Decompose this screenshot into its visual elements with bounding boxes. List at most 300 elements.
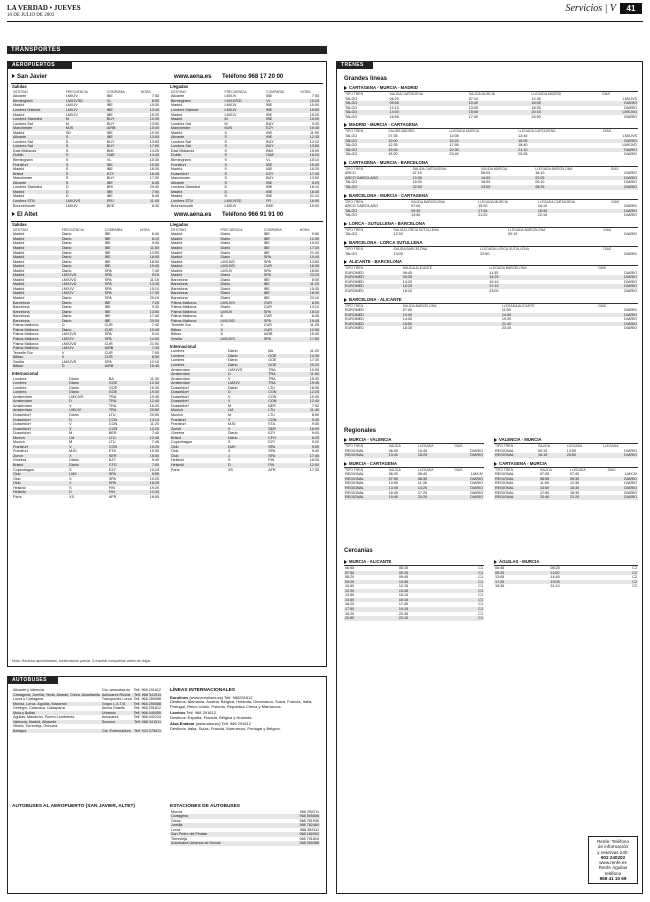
- table-cell: S: [65, 139, 69, 144]
- route-name: VALENCIA - MURCIA: [494, 438, 638, 444]
- el-altet-intl-salidas-table: [12, 377, 160, 500]
- table-cell: Diario: [61, 241, 72, 246]
- table-cell: 16:05: [299, 264, 320, 269]
- train-row: [344, 252, 638, 257]
- column-header: HORA: [140, 89, 151, 94]
- table-cell: Munich: [171, 412, 183, 417]
- table-cell: 21:10: [550, 584, 560, 589]
- table-cell: REGIONAL: [494, 495, 539, 500]
- table-cell: 09:15: [538, 448, 548, 453]
- linea-name: Eurolines: [170, 694, 189, 700]
- table-cell: 19:30: [495, 584, 505, 589]
- table-cell: Torrevieja: [171, 836, 187, 841]
- table-cell: 7:55: [151, 350, 159, 355]
- table-cell: SPA: [104, 291, 139, 296]
- table-cell: 10:25: [149, 476, 159, 481]
- column-header: LLEGADA MURCIA: [478, 199, 508, 204]
- table-cell: SPA: [263, 337, 299, 342]
- table-cell: Dusseldorf: [13, 412, 31, 417]
- table-cell: Palma Mallorca: [12, 337, 61, 342]
- autobuses-heading: AUTOBUSES: [8, 677, 58, 684]
- table-cell: BMI: [266, 148, 273, 153]
- route-name: BARCELONA - MURCIA - CARTAGENA: [344, 194, 638, 200]
- table-cell: Londres: [13, 385, 27, 390]
- table-cell: FIN: [268, 458, 275, 463]
- table-cell: CON: [108, 445, 133, 450]
- table-cell: 07:40: [569, 472, 580, 477]
- table-cell: REGIONAL: [494, 453, 537, 458]
- table-cell: 10:30: [149, 130, 159, 135]
- table-cell: Palma Mallorca: [12, 328, 61, 333]
- table-cell: Sevilla: [170, 337, 219, 342]
- table-cell: 19:20: [345, 611, 355, 616]
- table-cell: 09:20: [344, 580, 398, 585]
- table-cell: M: [69, 431, 73, 436]
- table-cell: Diario: [227, 436, 267, 441]
- table-cell: Madrid: [13, 232, 25, 237]
- table-cell: Londres Gatwick: [12, 108, 65, 113]
- table-cell: DIARIO: [624, 326, 637, 331]
- table-cell: Amsterdam: [13, 403, 32, 408]
- train-row: [494, 495, 638, 500]
- table-cell: Frankfurt: [12, 445, 68, 450]
- table-cell: 10:15: [300, 99, 320, 104]
- table-cell: GOE: [108, 381, 133, 386]
- column-header: TIPO TREN: [345, 199, 364, 204]
- table-cell: BUY: [106, 117, 140, 122]
- table-cell: 15:40: [309, 376, 319, 381]
- table-cell: DIARIO: [602, 139, 638, 144]
- table-cell: IBE: [104, 237, 139, 242]
- table-cell: LMXJVS: [622, 96, 637, 101]
- table-cell: 06:50: [345, 566, 355, 571]
- table-cell: Londres Stansted: [12, 117, 65, 122]
- table-cell: 13:50: [309, 259, 319, 264]
- table-cell: IBE: [263, 282, 299, 287]
- table-cell: Madrid: [171, 103, 183, 108]
- table-cell: 20:45: [398, 611, 409, 616]
- table-cell: 11:00: [310, 130, 319, 135]
- table-cell: Manchester: [170, 126, 224, 131]
- table-cell: 8:40: [151, 203, 159, 208]
- table-cell: 13:05: [495, 575, 505, 580]
- san-javier-title: San Javier: [12, 74, 47, 81]
- table-cell: 16:20: [149, 403, 159, 408]
- table-cell: 08:20: [345, 575, 355, 580]
- column-header: DÍAS: [603, 247, 612, 252]
- table-cell: 18:50: [309, 268, 319, 273]
- table-cell: D: [220, 314, 224, 319]
- table-cell: 8:15: [139, 237, 160, 242]
- table-cell: CUR: [104, 341, 113, 346]
- table-cell: 15:15: [398, 593, 409, 598]
- table-cell: 17:50: [344, 607, 398, 612]
- trenes-heading: TRENES: [337, 62, 373, 69]
- section-title: Servicios | V: [565, 3, 616, 14]
- table-cell: Madrid: [12, 255, 61, 260]
- table-cell: GOE: [267, 363, 292, 368]
- table-cell: Sucesor: [101, 720, 133, 725]
- table-cell: Diario: [220, 286, 231, 291]
- table-cell: 16:45: [140, 172, 160, 177]
- table-cell: LMXJV: [625, 472, 637, 477]
- table-cell: S: [65, 135, 106, 140]
- table-cell: 14:25: [488, 275, 597, 280]
- table-cell: Madrid: [12, 273, 61, 278]
- table-cell: Helsinki: [13, 485, 26, 490]
- table-cell: VL: [106, 99, 140, 104]
- table-cell: V: [68, 427, 108, 432]
- column-header: DESTINO: [13, 89, 29, 94]
- table-cell: EZY: [108, 467, 117, 472]
- table-cell: Dusseldorf: [13, 431, 31, 436]
- column-header: SALIDA CARTAGENA: [389, 92, 424, 97]
- table-cell: 22:20: [299, 273, 320, 278]
- table-cell: TALGO: [344, 101, 389, 106]
- table-cell: SPA: [104, 268, 112, 273]
- table-cell: 16:50: [402, 322, 501, 327]
- table-cell: 16:10: [535, 171, 545, 176]
- table-cell: 14:00: [389, 110, 468, 115]
- table-cell: IBE: [106, 167, 113, 172]
- table-cell: 9:15: [139, 273, 160, 278]
- table-cell: IBE: [106, 190, 140, 195]
- table-cell: Madrid: [12, 246, 61, 251]
- table-cell: EUROMED: [345, 326, 364, 331]
- table-cell: 17:30: [309, 358, 319, 363]
- table-cell: 16:50: [300, 199, 320, 204]
- renfe-info-line: Renfe: Teléfono: [596, 839, 630, 844]
- table-cell: Madrid: [13, 112, 25, 117]
- table-cell: Madrid: [171, 232, 183, 237]
- san-javier-salidas-table: [12, 90, 160, 208]
- table-cell: J: [68, 481, 108, 486]
- masthead-paper: LA VERDAD • JUEVES: [7, 4, 81, 12]
- column-header: DESTINO: [171, 89, 187, 94]
- table-cell: Amsterdam: [12, 408, 68, 413]
- table-cell: Oslo: [12, 472, 68, 477]
- table-cell: Frankfurt: [12, 163, 65, 168]
- table-cell: 10:05: [309, 367, 319, 372]
- table-cell: Urbanos: [101, 711, 133, 716]
- aeropuertos-heading: AEROPUERTOS: [8, 62, 72, 69]
- table-cell: 15:30: [149, 158, 159, 163]
- station-row: [170, 841, 320, 846]
- table-cell: D: [68, 490, 108, 495]
- table-cell: DIARIO: [453, 486, 484, 491]
- table-cell: 10:00: [387, 139, 448, 144]
- table-cell: Palma Mallorca: [170, 310, 219, 315]
- table-cell: SPA: [104, 337, 139, 342]
- table-cell: 12:40: [133, 399, 160, 404]
- table-cell: Autocares: [101, 715, 119, 720]
- table-cell: LMXJVS: [622, 133, 637, 138]
- column-header: DESTINO: [13, 227, 29, 232]
- table-cell: REGIONAL: [495, 472, 515, 477]
- table-cell: 968 250088: [276, 841, 320, 846]
- table-cell: C1: [478, 593, 483, 598]
- table-cell: EUROMED: [345, 308, 364, 313]
- table-cell: 13:40: [388, 453, 417, 458]
- table-cell: S: [224, 167, 227, 172]
- table-cell: Madrid: [170, 237, 219, 242]
- table-cell: C1: [452, 616, 484, 621]
- cercanias-left: [344, 560, 484, 625]
- renfe-info-line: de información: [597, 844, 629, 850]
- table-cell: Diario: [61, 314, 72, 319]
- table-cell: EUROMED: [345, 288, 364, 293]
- table-cell: LMXJV: [65, 112, 78, 117]
- table-cell: Bilbao: [171, 332, 182, 337]
- table-cell: Dusseldorf: [170, 399, 227, 404]
- san-javier-web[interactable]: www.aena.es: [174, 74, 212, 80]
- flight-row: [170, 337, 320, 342]
- table-cell: LTU: [108, 440, 116, 445]
- table-cell: TALGO: [344, 209, 410, 214]
- table-cell: M: [227, 403, 232, 408]
- table-cell: 21:20: [478, 213, 488, 218]
- table-cell: 07:35: [388, 133, 398, 138]
- renfe-info-line[interactable]: www.renfe.es: [599, 860, 627, 866]
- train-row: [344, 289, 638, 294]
- table-cell: 20:50: [344, 616, 398, 621]
- table-cell: 16:30: [149, 167, 159, 172]
- table-cell: Diario: [220, 296, 231, 301]
- table-cell: Amsterdam: [12, 399, 68, 404]
- table-cell: LMXJV: [224, 203, 237, 208]
- table-cell: C2: [632, 566, 637, 571]
- column-header: LLEGADA BARCELONA: [508, 227, 546, 232]
- table-cell: 9:20: [311, 440, 319, 445]
- table-cell: 06:20: [389, 96, 399, 101]
- table-cell: DIARIO: [453, 453, 484, 458]
- table-cell: 07:10: [412, 171, 422, 176]
- table-cell: Diario: [69, 412, 79, 417]
- table-cell: CON: [267, 418, 292, 423]
- table-cell: Oslo: [170, 445, 227, 450]
- table-cell: 09:15: [398, 571, 452, 576]
- table-cell: TRA: [108, 394, 117, 399]
- table-cell: 7:00: [311, 403, 319, 408]
- column-header: DÍAS: [611, 199, 620, 204]
- table-cell: Diario: [220, 277, 231, 282]
- column-header: SALIDA MADRID: [388, 129, 415, 134]
- arrow-icon: [344, 241, 347, 245]
- table-cell: 13:45: [139, 282, 160, 287]
- table-cell: BA: [268, 349, 274, 354]
- table-cell: 968 761940: [299, 818, 319, 823]
- table-cell: 11:20: [150, 422, 159, 427]
- table-cell: IBE: [106, 163, 140, 168]
- table-cell: Diario: [227, 354, 267, 359]
- table-cell: East Midlands: [171, 148, 195, 153]
- table-cell: 11:35: [489, 270, 499, 275]
- column-header: LLEGADA: [569, 467, 586, 472]
- table-cell: Amsterdam: [170, 381, 227, 386]
- flight-row: [170, 468, 320, 473]
- table-cell: LTU: [108, 412, 116, 417]
- column-header: LLEGADA ALICANTE: [501, 303, 535, 308]
- column-header: SALIDA MURCIA: [468, 92, 495, 97]
- route-name: LORCA - SUTULLENA - BARCELONA: [344, 222, 638, 228]
- table-cell: DIARIO: [597, 322, 638, 327]
- table-cell: Diario: [69, 458, 79, 463]
- table-cell: IBE: [263, 246, 299, 251]
- table-cell: Madrid: [13, 286, 25, 291]
- table-cell: 06:00: [388, 472, 398, 477]
- column-header: DÍAS: [598, 303, 607, 308]
- table-cell: Madrid: [13, 250, 25, 255]
- table-cell: DIARIO: [602, 453, 638, 458]
- table-cell: 16:35: [149, 385, 159, 390]
- table-cell: IBE: [263, 237, 299, 242]
- table-cell: AFR: [268, 467, 276, 472]
- table-cell: 15:40: [139, 364, 160, 369]
- table-cell: LMX: [68, 472, 108, 477]
- table-cell: 13:05: [140, 135, 160, 140]
- table-cell: S: [224, 158, 227, 163]
- table-cell: Munich: [170, 408, 227, 413]
- table-cell: 18:55: [309, 385, 319, 390]
- table-cell: 19:40: [388, 495, 417, 500]
- table-cell: LMXJV: [65, 108, 106, 113]
- table-cell: DIARIO: [610, 209, 638, 214]
- table-cell: 6:40: [151, 232, 159, 237]
- table-cell: C2: [605, 571, 638, 576]
- table-cell: Tenerife Sur: [171, 323, 191, 328]
- table-cell: Jumilla: [170, 823, 276, 828]
- table-cell: 15:35: [309, 286, 319, 291]
- train-row: [344, 616, 484, 621]
- table-cell: Lorca y Cartagena: [13, 697, 44, 702]
- table-cell: Madrid: [170, 190, 224, 195]
- table-cell: TALGO: [344, 110, 389, 115]
- table-cell: IBE: [263, 291, 299, 296]
- table-cell: IBE: [263, 296, 270, 301]
- table-cell: IBE: [104, 264, 139, 269]
- table-cell: Dusseldorf: [13, 422, 31, 427]
- table-cell: LMXJV: [219, 310, 262, 315]
- table-cell: SPA: [263, 255, 299, 260]
- table-cell: Helsinki: [170, 463, 227, 468]
- table-cell: París: [171, 467, 180, 472]
- table-cell: 11:30: [150, 376, 159, 381]
- table-cell: DIARIO: [607, 495, 638, 500]
- table-cell: Birmingham: [170, 99, 224, 104]
- table-cell: 11:35: [417, 481, 427, 486]
- table-cell: 17:30: [139, 291, 160, 296]
- table-cell: M: [224, 117, 266, 122]
- lineas-internacionales: LÍNEAS INTERNACIONALES Eurolines (www.eurolines.es) Telf. 968291612 Destinos: Alemania, Austria, Bélgica, Holanda, Dinamarca, Suiza, Francia, Italia, Portugal, Reino Unido, Polonia, República Checa y Marruecos. Linebús Telf. 968 291612 Destinos: España, Francia, Bélgica y Holanda. Alsa-Enatcar (www.alsa.es) Telf. 968 291612 Destinos: Italia, Suiza, Francia, Marruecos, Portugal y Bélgica.: [170, 688, 320, 732]
- table-cell: Vitoria, Torrevieja, Orihuela: [13, 724, 58, 729]
- table-cell: 21:20: [569, 495, 607, 500]
- renfe-info-line: teléfono: [604, 870, 622, 876]
- column-header: SALIDA BARCELONA: [393, 247, 428, 252]
- table-cell: 15:50: [300, 108, 320, 113]
- table-cell: Copenhague: [13, 467, 35, 472]
- table-cell: 16:55: [389, 114, 399, 119]
- table-cell: REGIONAL: [495, 481, 515, 486]
- table-cell: X: [68, 454, 108, 459]
- table-cell: Amsterdam: [13, 394, 32, 399]
- table-cell: 00:25: [518, 152, 528, 157]
- column-header: COMPAÑÍA: [263, 227, 282, 232]
- table-cell: Alicante: [12, 181, 65, 186]
- column-header: DÍAS: [610, 166, 619, 171]
- column-header: FRECUENCIA: [61, 227, 84, 232]
- table-cell: Diario: [219, 282, 262, 287]
- table-cell: Cartagena: [170, 814, 276, 819]
- table-cell: Diario: [227, 358, 238, 363]
- table-cell: LM: [68, 436, 108, 441]
- san-javier-llegadas-table: [170, 90, 320, 208]
- table-cell: EUROMED: [345, 317, 364, 322]
- table-cell: Londres: [13, 376, 27, 381]
- table-cell: 17:25: [494, 580, 549, 585]
- table-cell: Londres: [171, 358, 185, 363]
- table-cell: Manchester: [13, 176, 33, 181]
- arrow-icon: [344, 462, 347, 466]
- table-cell: DIARIO: [624, 152, 637, 157]
- table-cell: Grupo L.A.T.B.: [101, 702, 133, 707]
- table-cell: 23:00: [531, 114, 541, 119]
- table-cell: D: [220, 332, 224, 337]
- table-cell: Barcelona: [12, 319, 61, 324]
- table-cell: ARCO GARCILASO: [344, 176, 412, 181]
- column-header: SALIDA: [538, 444, 551, 449]
- column-header: HORA: [300, 89, 311, 94]
- table-cell: 21:40: [501, 322, 597, 327]
- table-cell: Diario: [219, 291, 262, 296]
- table-cell: 6:45: [151, 194, 159, 199]
- table-cell: 8:30: [311, 277, 319, 282]
- table-cell: Ginebra: [13, 458, 27, 463]
- linea-name: Linebús: [170, 710, 186, 716]
- table-cell: VL: [266, 158, 271, 163]
- table-cell: Londres Sat: [13, 139, 33, 144]
- table-cell: C2: [632, 575, 637, 580]
- bus-companies: [12, 688, 162, 733]
- table-cell: V: [227, 418, 267, 423]
- train-row: [344, 213, 638, 218]
- table-cell: EZY: [268, 431, 276, 436]
- table-cell: S: [65, 176, 69, 181]
- table-cell: 14:25: [417, 486, 454, 491]
- table-cell: IBE: [104, 232, 111, 237]
- table-cell: 17:40: [149, 314, 159, 319]
- table-cell: Zurich: [170, 427, 227, 432]
- table-cell: 20:15: [530, 110, 601, 115]
- table-cell: 10:45: [417, 448, 428, 453]
- table-cell: 10:55: [388, 481, 398, 486]
- table-cell: Transportes Lorca: [101, 697, 132, 702]
- el-altet-web[interactable]: www.aena.es: [174, 212, 212, 218]
- table-cell: Helsinki: [12, 490, 68, 495]
- arrow-icon: [344, 260, 347, 264]
- table-cell: 17:45: [477, 209, 537, 214]
- table-cell: 9:55: [311, 422, 319, 427]
- column-header: HORA: [139, 227, 150, 232]
- table-cell: 19:45: [139, 264, 160, 269]
- table-cell: Autobuses Urbanos de Murcia: [170, 841, 276, 846]
- table-cell: LTU: [268, 385, 275, 390]
- table-cell: Londres Sat: [171, 121, 191, 126]
- table-cell: Diario: [68, 390, 108, 395]
- table-cell: IBE: [104, 255, 139, 260]
- table-cell: IBE: [266, 167, 273, 172]
- table-cell: 16:20: [309, 167, 319, 172]
- table-cell: 22:15: [398, 616, 452, 621]
